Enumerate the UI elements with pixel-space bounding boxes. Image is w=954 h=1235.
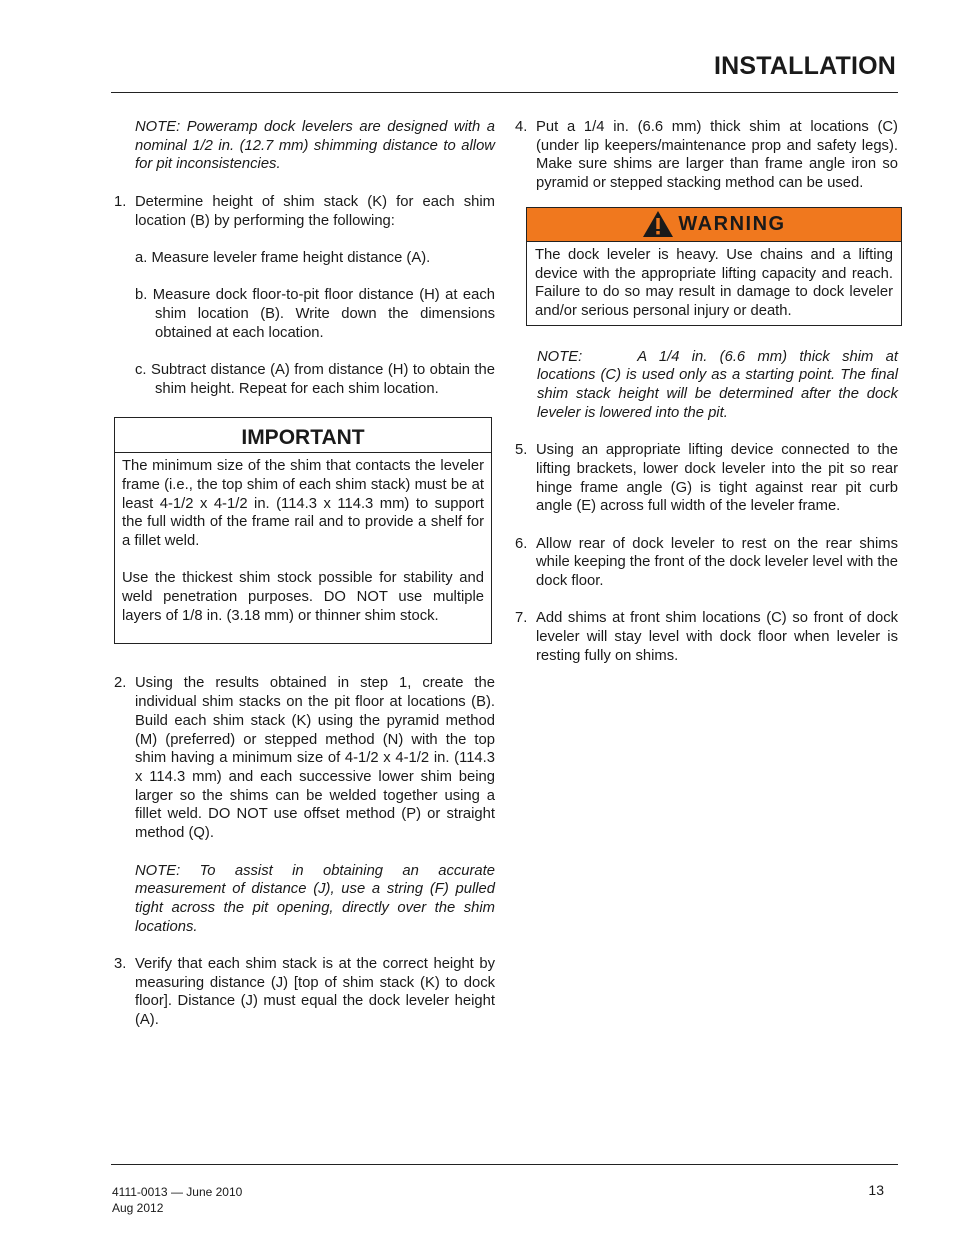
step-number: 4. [515,119,528,135]
step-6 [515,535,898,591]
step-2 [114,674,495,842]
step-5 [515,441,898,516]
step-number: 3. [114,956,127,972]
step-text: Using the results obtained in step 1, create the individual shim stacks on the pit floor at locations (B). Build each shim stack (K) using the pyramid method (M) (preferred) or stepped method (N) with the top shim having a minimum size of 4-1/2 x 4-1/2 in. (114.3 x 114.3 mm) and each successive lower shim being larger so the shims can be welded together using a fillet weld. DO NOT use offset method (P) or straight method (Q). [135,675,495,842]
warning-text: The dock leveler is heavy. Use chains and a lifting device with the appropriate lifting capacity and reach. Failure to do so may result in damage to dock leveler and/or serious personal injury or death. [535,246,893,319]
step-text: Using an appropriate lifting device connected to the lifting brackets, lower dock leveler into the pit so rear hinge frame angle (G) is tight against rear pit curb angle (E) across full width of the leveler frame. [536,442,898,515]
step-text: Determine height of shim stack (K) for each shim location (B) by performing the following: [135,193,495,229]
note-text: A 1/4 in. (6.6 mm) thick shim at locations (C) is used only as a starting point. The final shim stack height will be determined after the dock leveler is lowered into the pit. [537,348,898,421]
step-3 [114,955,495,1030]
step-7 [515,609,898,665]
step-1c: c. Subtract distance (A) from distance (H) to obtain the shim height. Repeat for each shim location. [135,362,495,397]
left-column [114,118,495,1049]
step-number: 7. [515,610,528,627]
important-paragraph: Use the thickest shim stock possible for stability and weld penetration purposes. DO NOT use multiple layers of 1/8 in. (3.18 mm) or thinner shim stock. [122,570,484,624]
warning-box [526,207,902,326]
important-heading: IMPORTANT [115,418,491,453]
note-starting-point [537,348,898,423]
footer-divider [111,1164,898,1165]
header-divider [111,92,898,93]
warning-heading: WARNING [678,212,786,235]
step-1 [114,193,495,230]
page-number: 13 [868,1182,884,1198]
warning-body [527,242,901,325]
step-number: 2. [114,675,127,692]
note-string-measurement: NOTE: To assist in obtaining an accurate measurement of distance (J), use a string (F) pulled tight across the pit opening, directly over the shim locations. [135,862,495,935]
step-number: 1. [114,193,127,210]
doc-number: 4111-0013 — June 2010 [112,1185,243,1199]
important-body [115,453,491,643]
step-text: Verify that each shim stack is at the correct height by measuring distance (J) [top of shim stack (K) to dock floor]. Distance (J) must equal the dock leveler height (A). [135,956,495,1029]
step-text: Put a 1/4 in. (6.6 mm) thick shim at locations (C) (under lip keepers/maintenance prop and safety legs). Make sure shims are larger than frame angle iron so pyramid or stepped stacking method can be used. [536,119,898,192]
step-1a: a. Measure leveler frame height distance (A). [135,249,431,266]
step-number: 6. [515,535,528,552]
revision-date: Aug 2012 [112,1201,164,1215]
step-text: Allow rear of dock leveler to rest on the rear shims while keeping the front of the dock leveler level with the dock floor. [536,535,898,590]
page-title: INSTALLATION [713,52,896,80]
note-shimming: NOTE: Poweramp dock levelers are designed with a nominal 1/2 in. (12.7 mm) shimming distance to allow for pit inconsistencies. [135,119,495,173]
note-label: NOTE: [537,348,583,365]
important-box [114,417,492,644]
step-text: Add shims at front shim locations (C) so front of dock leveler will stay level with dock floor when leveler is resting fully on shims. [536,610,898,664]
step-1b: b. Measure dock floor-to-pit floor distance (H) at each shim location (B). Write down the dimensions obtained at each location. [135,287,495,341]
important-paragraph: The minimum size of the shim that contacts the leveler frame (i.e., the top shim of each shim stack) must be at least 4-1/2 x 4-1/2 in. (114.3 x 114.3 mm) to support the full width of the frame rail and to provide a shelf for a fillet weld. [122,458,484,549]
warning-triangle-icon [642,210,674,238]
step-4 [515,118,898,193]
footer-doc-info [112,1184,242,1216]
right-column [515,118,898,684]
warning-header [527,208,901,242]
step-number: 5. [515,442,528,459]
